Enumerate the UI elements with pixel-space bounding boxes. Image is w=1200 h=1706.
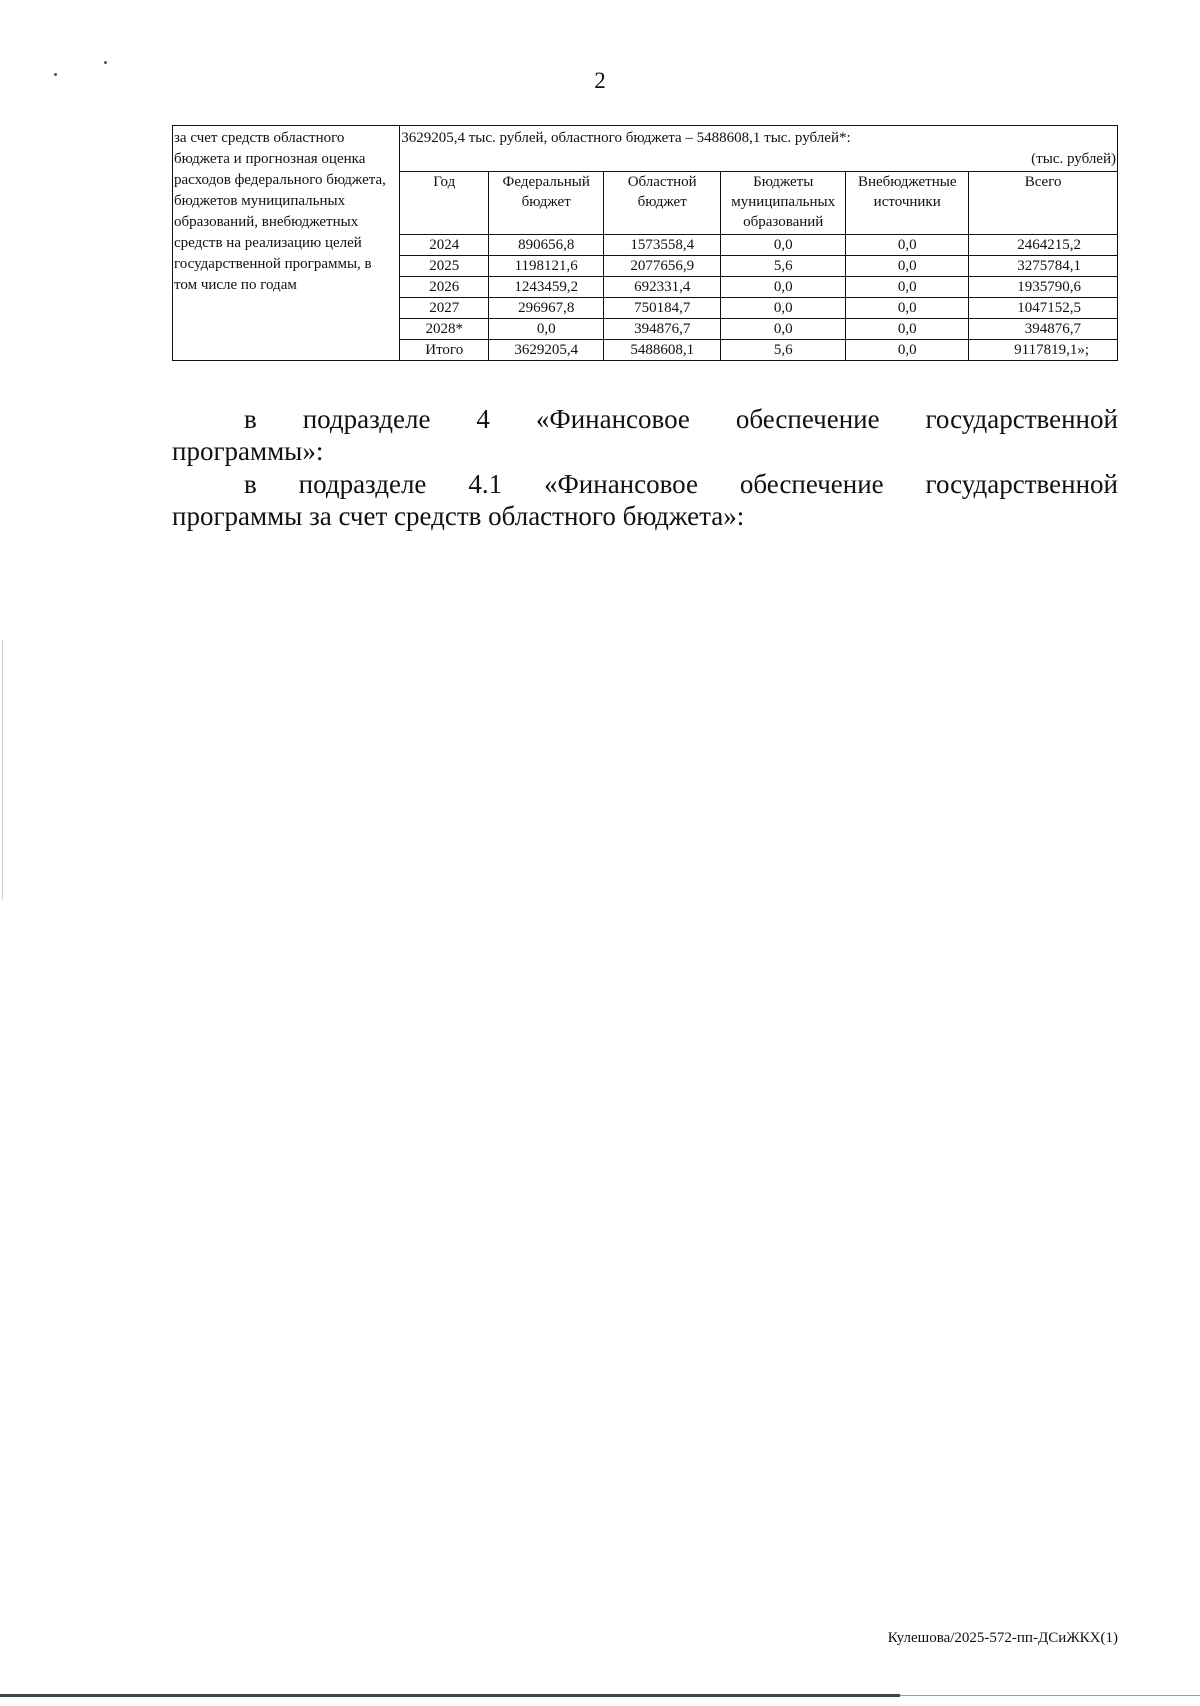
- cell-municipal: 0,0: [721, 277, 846, 298]
- cell-regional: 394876,7: [604, 319, 721, 340]
- cell-regional: 1573558,4: [604, 235, 721, 256]
- table-unit: (тыс. рублей): [1031, 151, 1116, 167]
- word: государственной: [925, 404, 1118, 434]
- scan-artifact-dot: [104, 61, 107, 64]
- page-number: 2: [594, 68, 606, 93]
- word: обеспечение: [735, 404, 880, 434]
- cell-federal: 1198121,6: [489, 256, 604, 277]
- cell-municipal: 5,6: [721, 340, 846, 361]
- paragraph-subsection-4: [172, 403, 1118, 467]
- cell-federal: 3629205,4: [489, 340, 604, 361]
- budget-table: [172, 125, 1118, 361]
- word: обеспечение: [739, 469, 884, 499]
- cell-federal: 0,0: [489, 319, 604, 340]
- paragraph-line: программы»:: [172, 436, 324, 466]
- cell-total: 1047152,5: [969, 298, 1117, 319]
- word: «Финансовое: [543, 469, 698, 499]
- header-year: Год: [400, 172, 489, 235]
- header-extrabudgetary: Внебюджетные источники: [846, 172, 969, 235]
- cell-year: 2027: [400, 298, 489, 319]
- cell-municipal: 0,0: [721, 319, 846, 340]
- table-row: [400, 277, 1117, 298]
- table-row: [400, 298, 1117, 319]
- cell-municipal: 0,0: [721, 298, 846, 319]
- header-federal: Федеральный бюджет: [489, 172, 604, 235]
- cell-extrabudgetary: 0,0: [846, 319, 969, 340]
- word: государственной: [925, 469, 1118, 499]
- cell-year: 2026: [400, 277, 489, 298]
- table-header-row: [400, 172, 1117, 235]
- cell-federal: 296967,8: [489, 298, 604, 319]
- paragraph-line: [172, 468, 1118, 500]
- scan-edge-left: [2, 640, 3, 900]
- table-row: [400, 235, 1117, 256]
- cell-year: 2024: [400, 235, 489, 256]
- paragraph-line: [172, 403, 1118, 435]
- cell-year: 2025: [400, 256, 489, 277]
- paragraph-line: программы за счет средств областного бюджета»:: [172, 501, 745, 531]
- cell-total: 1935790,6: [969, 277, 1117, 298]
- word: подразделе: [298, 469, 427, 499]
- cell-municipal: 0,0: [721, 235, 846, 256]
- document-footer-code: Кулешова/2025-572-пп-ДСиЖКХ(1): [887, 1630, 1118, 1646]
- cell-total: 2464215,2: [969, 235, 1117, 256]
- cell-regional: 692331,4: [604, 277, 721, 298]
- header-regional: Областной бюджет: [604, 172, 721, 235]
- cell-year: Итого: [400, 340, 489, 361]
- cell-federal: 890656,8: [489, 235, 604, 256]
- cell-extrabudgetary: 0,0: [846, 235, 969, 256]
- scan-edge-bottom: [900, 1695, 1200, 1696]
- cell-total: 394876,7: [969, 319, 1117, 340]
- cell-year: 2028*: [400, 319, 489, 340]
- header-municipal: Бюджеты муниципальных образований: [721, 172, 846, 235]
- scan-edge-bottom: [0, 1694, 900, 1697]
- table-row-total: [400, 340, 1117, 361]
- word: в: [244, 469, 257, 499]
- word: «Финансовое: [535, 404, 690, 434]
- cell-extrabudgetary: 0,0: [846, 256, 969, 277]
- table-left-label: за счет средств областного бюджета и прогнозная оценка расходов федерального бюджета, бюджетов муниципальных образований, внебюджетных средств на реализацию целей государственной программы, в том числе по годам: [173, 126, 400, 361]
- table-right-cell: [400, 126, 1118, 361]
- cell-extrabudgetary: 0,0: [846, 277, 969, 298]
- header-total: Всего: [969, 172, 1117, 235]
- table-row: [400, 256, 1117, 277]
- cell-extrabudgetary: 0,0: [846, 298, 969, 319]
- paragraph-subsection-4-1: [172, 468, 1118, 532]
- word: 4: [476, 404, 490, 434]
- cell-federal: 1243459,2: [489, 277, 604, 298]
- word: в: [244, 404, 257, 434]
- budget-year-table: [400, 171, 1117, 360]
- scan-artifact-dot: [54, 73, 57, 76]
- cell-total: 3275784,1: [969, 256, 1117, 277]
- cell-municipal: 5,6: [721, 256, 846, 277]
- word: подразделе: [302, 404, 431, 434]
- cell-regional: 5488608,1: [604, 340, 721, 361]
- table-summary: 3629205,4 тыс. рублей, областного бюджета – 5488608,1 тыс. рублей*:: [401, 130, 851, 146]
- cell-regional: 750184,7: [604, 298, 721, 319]
- cell-extrabudgetary: 0,0: [846, 340, 969, 361]
- cell-regional: 2077656,9: [604, 256, 721, 277]
- table-row: [400, 319, 1117, 340]
- cell-total: 9117819,1»;: [969, 340, 1117, 361]
- word: 4.1: [468, 469, 503, 499]
